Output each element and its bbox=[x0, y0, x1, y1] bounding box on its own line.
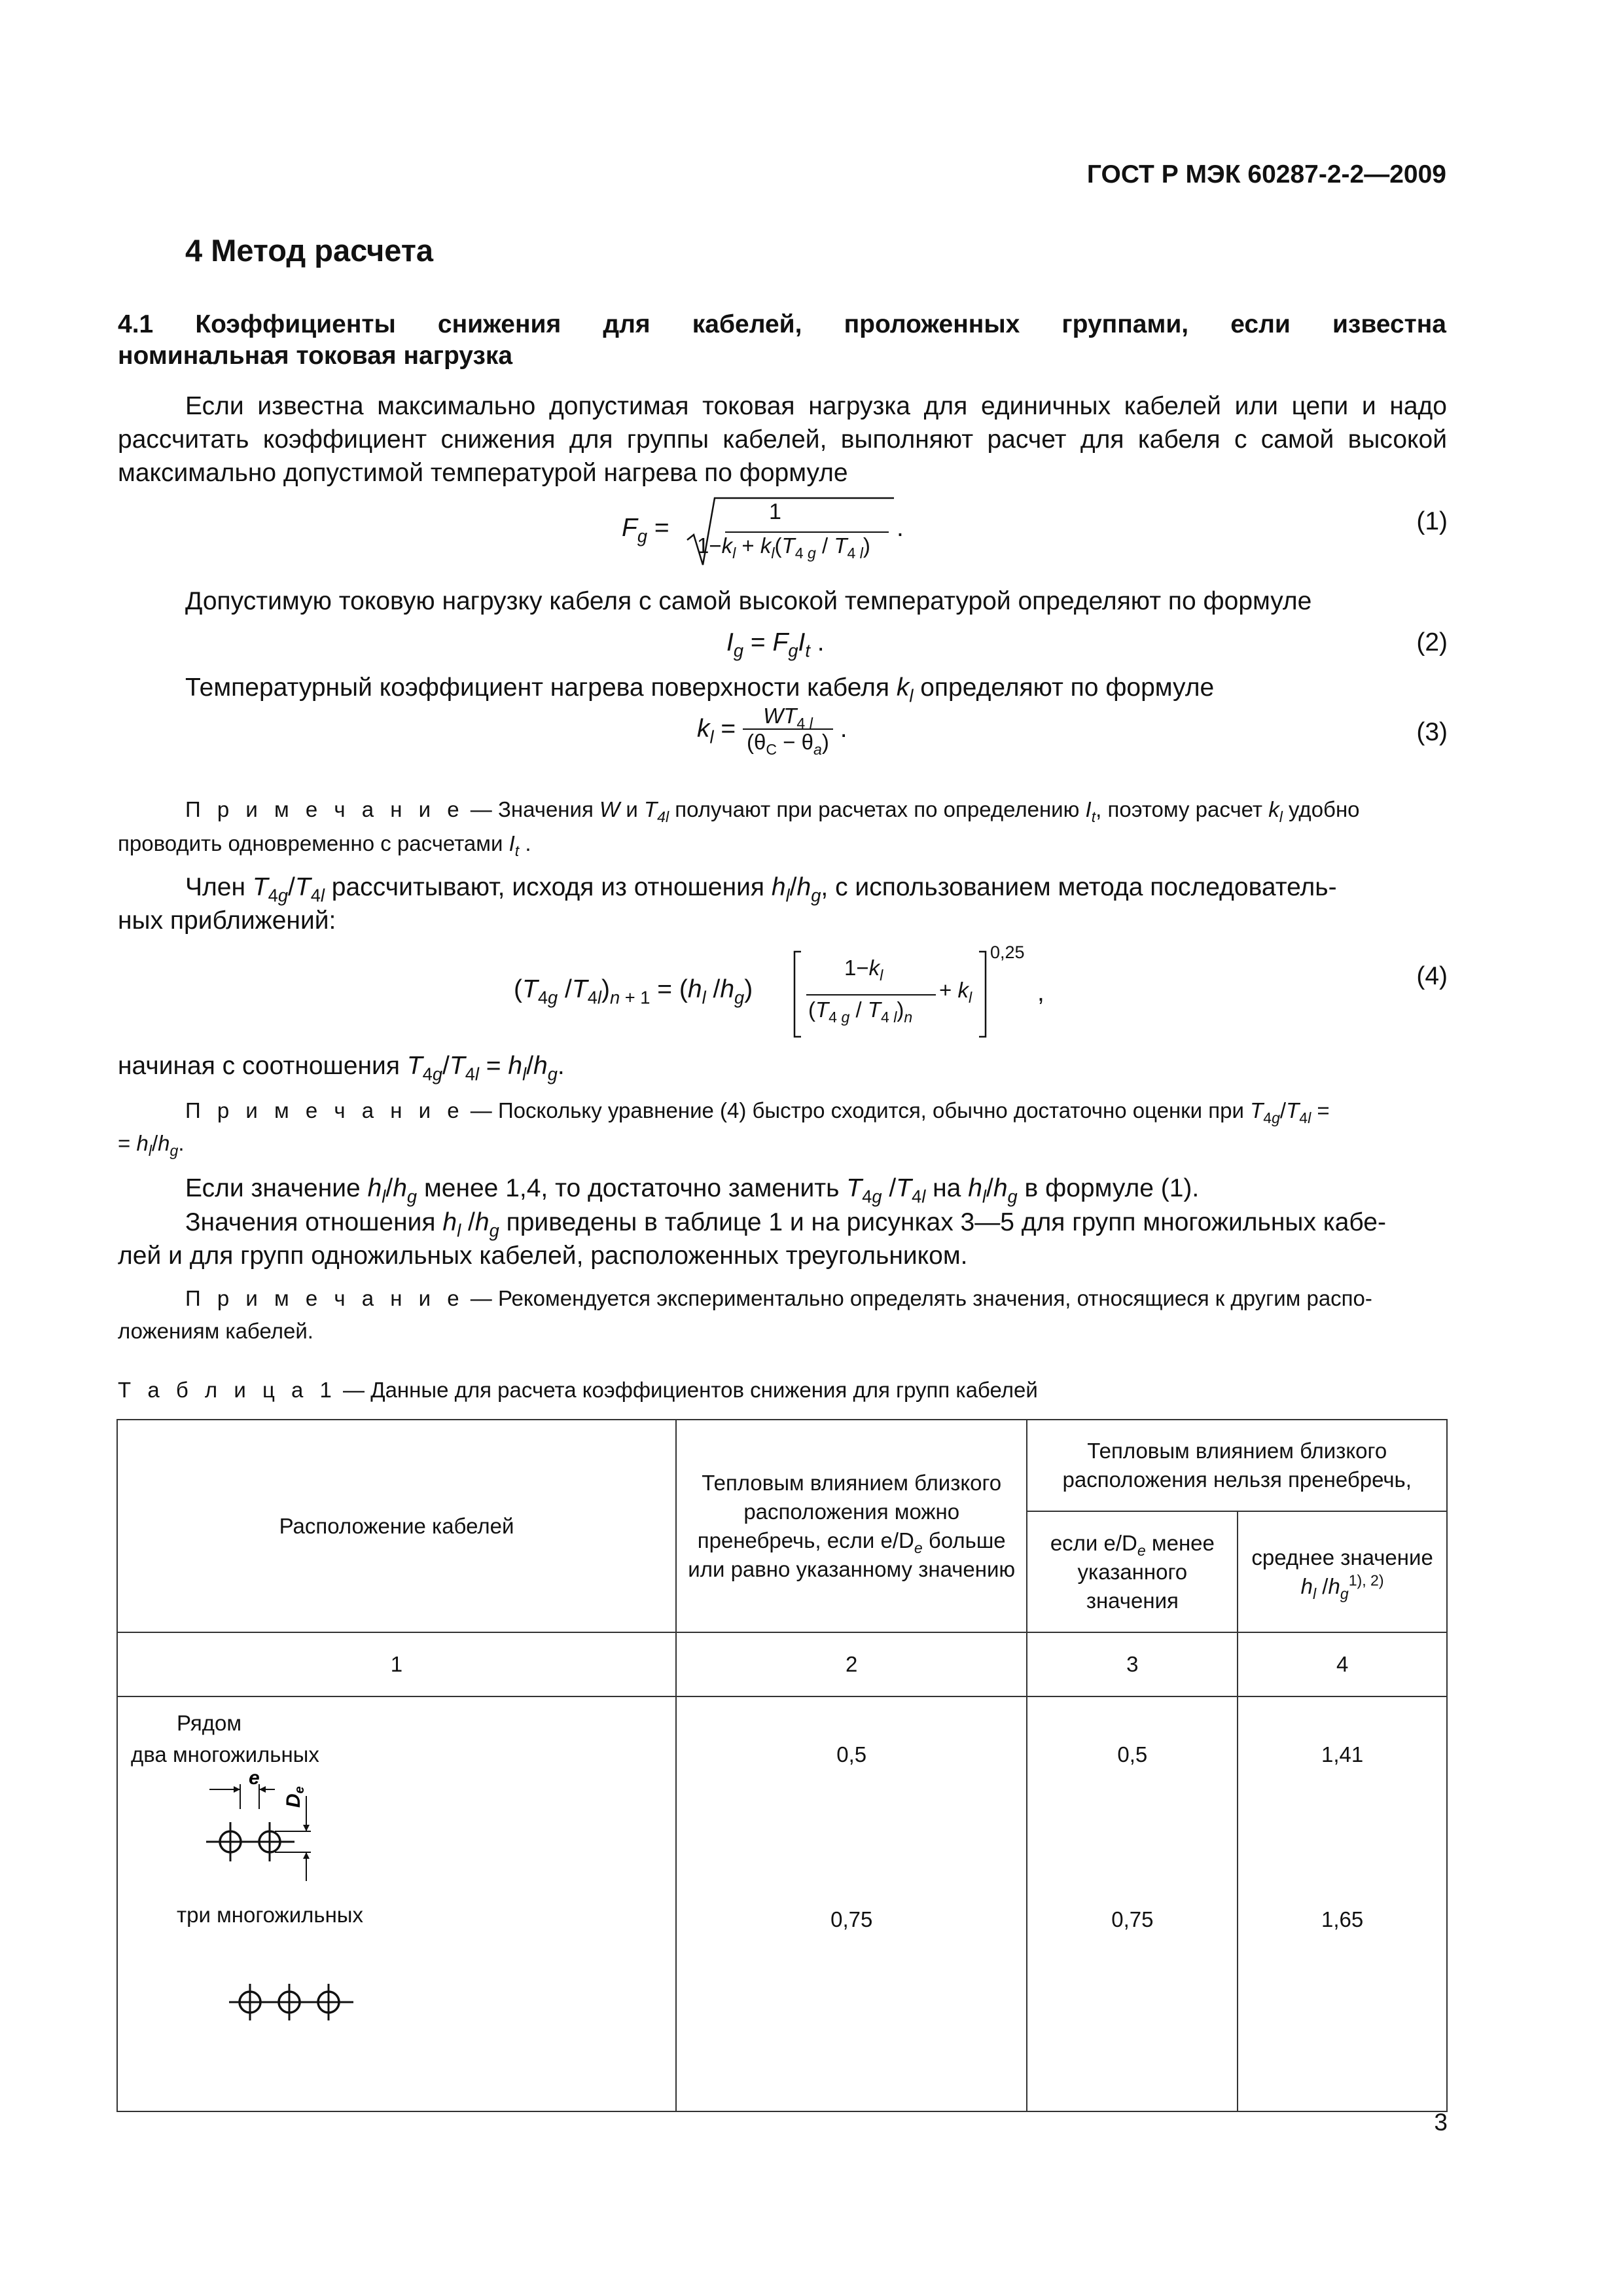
paragraph-4-b: рассчитывают, исходя из отношения bbox=[324, 873, 772, 901]
row1-label-b: два многожильных bbox=[131, 1742, 319, 1767]
table-caption bbox=[118, 1374, 1038, 1406]
note-2: П р и м е ч а н и е — Поскольку уравнение (4) быстро сходится, обычно достаточно оценки при $T_{4g}/T_{4l}$ = bbox=[185, 1098, 1330, 1127]
subsection-title-line2: номинальная токовая нагрузка bbox=[118, 342, 513, 370]
paragraph-4-line2: ных приближений: bbox=[118, 906, 336, 935]
paragraph-6-d: в формуле (1). bbox=[1024, 1174, 1200, 1202]
table-caption-text: — Данные для расчета коэффициентов снижения для групп кабелей bbox=[336, 1378, 1038, 1402]
col-number-3: 3 bbox=[1027, 1632, 1238, 1696]
note-2-label: П р и м е ч а н и е bbox=[185, 1098, 465, 1122]
subsection-title: 4.1 Коэффициенты снижения для кабелей, проложенных группами, если известна bbox=[118, 310, 1446, 338]
label-de: $D_e$ bbox=[283, 1786, 307, 1808]
note-3-line2: ложениям кабелей. bbox=[118, 1319, 313, 1343]
col2-header: Тепловым влиянием близкого расположения можно пренебречь, если $e/D_e$ больше или равно указанному значению bbox=[676, 1420, 1027, 1632]
paragraph-2: Допустимую токовую нагрузку кабеля с самой высокой температурой определяют по формуле bbox=[185, 587, 1312, 615]
col2-header-a: Тепловым влиянием близкого расположения можно пренебречь, если e/D bbox=[697, 1470, 1002, 1552]
paragraph-1-line1: Если известна максимально допустимая токовая нагрузка для единичных кабелей или цепи и надо bbox=[185, 392, 1447, 420]
paragraph-4-a: Член bbox=[185, 873, 253, 901]
col2-header-b: больше или равно указанному значению bbox=[688, 1528, 1016, 1581]
col4-header-text: среднее значение bbox=[1251, 1545, 1433, 1570]
paragraph-6: Если значение $h_l/h_g$ менее 1,4, то достаточно заменить $T_{4g}$ $/T_{4l}$ на $h_l/h_g$ в формуле (1). bbox=[185, 1174, 1200, 1207]
section-title: 4 Метод расчета bbox=[185, 233, 433, 268]
note-1-text-d: , поэтому расчет bbox=[1096, 797, 1269, 821]
col4-header: среднее значение $h_l$ $/h_g^{1), 2)}$ bbox=[1238, 1511, 1447, 1632]
paragraph-6-b: менее 1,4, то достаточно заменить bbox=[423, 1174, 840, 1202]
col-number-4: 4 bbox=[1238, 1632, 1447, 1696]
equation-1-number: (1) bbox=[1416, 507, 1448, 535]
col3-header: если $e/D_e$ менее указанного значения bbox=[1027, 1511, 1238, 1632]
note-1: П р и м е ч а н и е — Значения W и $T_{4l}$ получают при расчетах по определению $I_t$, поэтому расчет $k_l$ удобно bbox=[185, 797, 1360, 826]
note-2-text: — Поскольку уравнение (4) быстро сходится, обычно достаточно оценки при bbox=[464, 1098, 1244, 1122]
row1-col4: 1,41 bbox=[1321, 1742, 1364, 1767]
paragraph-3-text: Температурный коэффициент нагрева поверхности кабеля bbox=[185, 673, 889, 702]
row-col3-values bbox=[1027, 1696, 1238, 2111]
paragraph-4: Член $T_{4g}/T_{4l}$ рассчитывают, исходя из отношения $h_l/h_g$, с использованием метода последователь- bbox=[185, 873, 1337, 906]
three-cables-diagram bbox=[229, 1976, 360, 2028]
equation-3: $k_l$ = $\frac{WT_{4 l}}{(\theta_C - \theta_a)}$ . bbox=[697, 704, 847, 759]
table-caption-label: Т а б л и ц а 1 bbox=[118, 1378, 337, 1402]
col3-header-a: если e/D bbox=[1050, 1530, 1137, 1555]
paragraph-5-text: начиная с соотношения bbox=[118, 1052, 400, 1080]
row-cable-arrangement bbox=[117, 1696, 676, 2111]
note-1-line2: проводить одновременно с расчетами $I_t$ . bbox=[118, 831, 531, 860]
paragraph-6-a: Если значение bbox=[185, 1174, 361, 1202]
note-2-line2: = $h_l/h_g$. bbox=[118, 1131, 185, 1160]
row2-label: три многожильных bbox=[177, 1903, 364, 1927]
col1-header: Расположение кабелей bbox=[117, 1420, 676, 1632]
equation-4: ($T_{4g}$ $/T_{4l})_{n + 1} = (h_l$ $/h_g$) $1-k_l$ $(T_{4 g} / T_{4 l})_n$ + $k_l$ 0,25 , bbox=[514, 942, 1057, 1037]
paragraph-1-line2: рассчитать коэффициент снижения для группы кабелей, выполняют расчет для кабеля с самой высокой bbox=[118, 425, 1447, 454]
label-e: e bbox=[249, 1770, 260, 1789]
note-1-text-e: удобно bbox=[1282, 797, 1360, 821]
note-1-text-b: и bbox=[620, 797, 644, 821]
equation-2-number: (2) bbox=[1416, 628, 1448, 656]
paragraph-3: Температурный коэффициент нагрева поверхности кабеля $k_l$ определяют по формуле bbox=[185, 673, 1215, 706]
two-cables-diagram bbox=[203, 1770, 373, 1884]
data-table bbox=[116, 1419, 1448, 2112]
paragraph-5: начиная с соотношения $T_{4g}/T_{4l} = h_l/h_g$. bbox=[118, 1052, 565, 1085]
paragraph-7-line2: лей и для групп одножильных кабелей, расположенных треугольником. bbox=[118, 1242, 968, 1270]
paragraph-3-end: определяют по формуле bbox=[920, 673, 1215, 702]
paragraph-7: Значения отношения $h_l$ $/h_g$ приведены в таблице 1 и на рисунках 3—5 для групп многожильных кабе- bbox=[185, 1208, 1386, 1241]
row-col4-values bbox=[1238, 1696, 1447, 2111]
equation-3-number: (3) bbox=[1416, 718, 1448, 746]
page-number: 3 bbox=[1434, 2109, 1448, 2136]
row2-col3: 0,75 bbox=[1111, 1907, 1154, 1931]
paragraph-7-b: приведены в таблице 1 и на рисунках 3—5 для групп многожильных кабе- bbox=[506, 1208, 1386, 1236]
equation-2: $I_g = F_gI_t$ . bbox=[726, 628, 825, 661]
row1-col3: 0,5 bbox=[1117, 1742, 1148, 1767]
col3-header-b: менее указанного значения bbox=[1077, 1530, 1215, 1613]
paragraph-6-c: на bbox=[933, 1174, 961, 1202]
document-header: ГОСТ Р МЭК 60287-2-2—2009 bbox=[1086, 160, 1446, 188]
note-3 bbox=[185, 1283, 1372, 1314]
equation-4-number: (4) bbox=[1416, 962, 1448, 990]
col-number-2: 2 bbox=[676, 1632, 1027, 1696]
note-1-text: — Значения bbox=[464, 797, 599, 821]
row2-col4: 1,65 bbox=[1321, 1907, 1364, 1931]
note-3-label: П р и м е ч а н и е bbox=[185, 1286, 465, 1310]
note-1-line2-text: проводить одновременно с расчетами bbox=[118, 831, 503, 855]
col-number-1: 1 bbox=[117, 1632, 676, 1696]
paragraph-7-a: Значения отношения bbox=[185, 1208, 436, 1236]
row-col2-values bbox=[676, 1696, 1027, 2111]
row2-col2: 0,75 bbox=[830, 1907, 873, 1931]
paragraph-4-c: , с использованием метода последователь- bbox=[821, 873, 1337, 901]
note-1-text-c: получают при расчетах по определению bbox=[669, 797, 1086, 821]
row1-label-a: Рядом bbox=[177, 1711, 242, 1735]
note-1-label: П р и м е ч а н и е bbox=[185, 797, 465, 821]
row1-col2: 0,5 bbox=[836, 1742, 867, 1767]
note-3-text: — Рекомендуется экспериментально определять значения, относящиеся к другим распо- bbox=[464, 1286, 1372, 1310]
col34-header: Тепловым влиянием близкого расположения нельзя пренебречь, bbox=[1027, 1420, 1447, 1511]
paragraph-1-line3: максимально допустимой температурой нагрева по формуле bbox=[118, 459, 848, 487]
